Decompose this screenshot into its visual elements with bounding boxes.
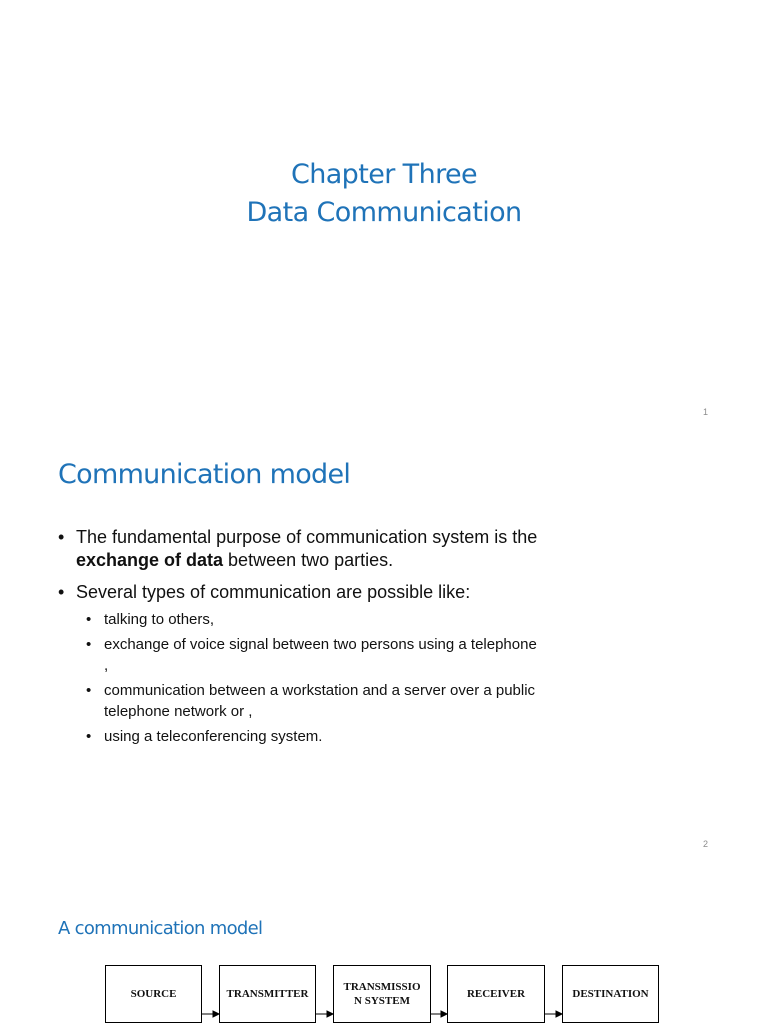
sub-bullet-text: exchange of voice signal between two persons using a telephone , — [104, 636, 537, 674]
bullet-icon: • — [58, 582, 65, 602]
bullet-list — [58, 526, 718, 751]
box-destination — [562, 965, 659, 1023]
box-label: SOURCE — [130, 988, 177, 1000]
box-transmitter — [219, 965, 316, 1023]
sub-bullet-item — [86, 634, 544, 676]
slide-heading: A communication model — [58, 918, 263, 939]
page-number: 1 — [702, 407, 708, 417]
sub-bullet-icon: • — [86, 728, 92, 745]
bullet-icon: • — [58, 527, 65, 547]
bullet-text-tail: between two parties. — [223, 550, 394, 570]
slide-3 — [0, 864, 768, 1024]
sub-bullet-item — [86, 726, 718, 747]
box-label: RECEIVER — [466, 988, 526, 1000]
chapter-subtitle: Data Communication — [246, 197, 522, 228]
sub-bullet-item — [86, 680, 574, 722]
sub-bullet-text: communication between a workstation and a server over a public telephone network or , — [104, 682, 536, 720]
bullet-text: The fundamental purpose of communication system is the — [76, 527, 538, 547]
sub-bullet-text: talking to others, — [104, 611, 215, 628]
box-label: DESTINATION — [572, 988, 649, 1000]
box-transmission-system — [333, 965, 431, 1023]
box-source — [105, 965, 202, 1023]
slide-2 — [0, 432, 768, 864]
bullet-item — [58, 581, 718, 604]
page-number: 2 — [702, 839, 708, 849]
box-label-line: TRANSMISSIO — [343, 981, 421, 993]
slide-heading: Communication model — [58, 459, 351, 490]
sub-bullet-icon: • — [86, 611, 92, 628]
sub-bullet-text: using a teleconferencing system. — [104, 728, 323, 745]
bullet-item — [58, 526, 718, 572]
box-label-line: N SYSTEM — [354, 995, 410, 1007]
sub-bullet-icon: • — [86, 682, 92, 699]
slide-1 — [0, 0, 768, 432]
box-label: TRANSMITTER — [226, 988, 309, 1000]
sub-bullet-item — [86, 609, 718, 630]
box-label — [343, 980, 420, 1008]
sub-bullet-icon: • — [86, 636, 92, 653]
box-receiver — [447, 965, 545, 1023]
bullet-bold-text: exchange of data — [76, 550, 224, 570]
chapter-title: Chapter Three — [290, 159, 478, 190]
bullet-text: Several types of communication are possible like: — [76, 582, 471, 602]
